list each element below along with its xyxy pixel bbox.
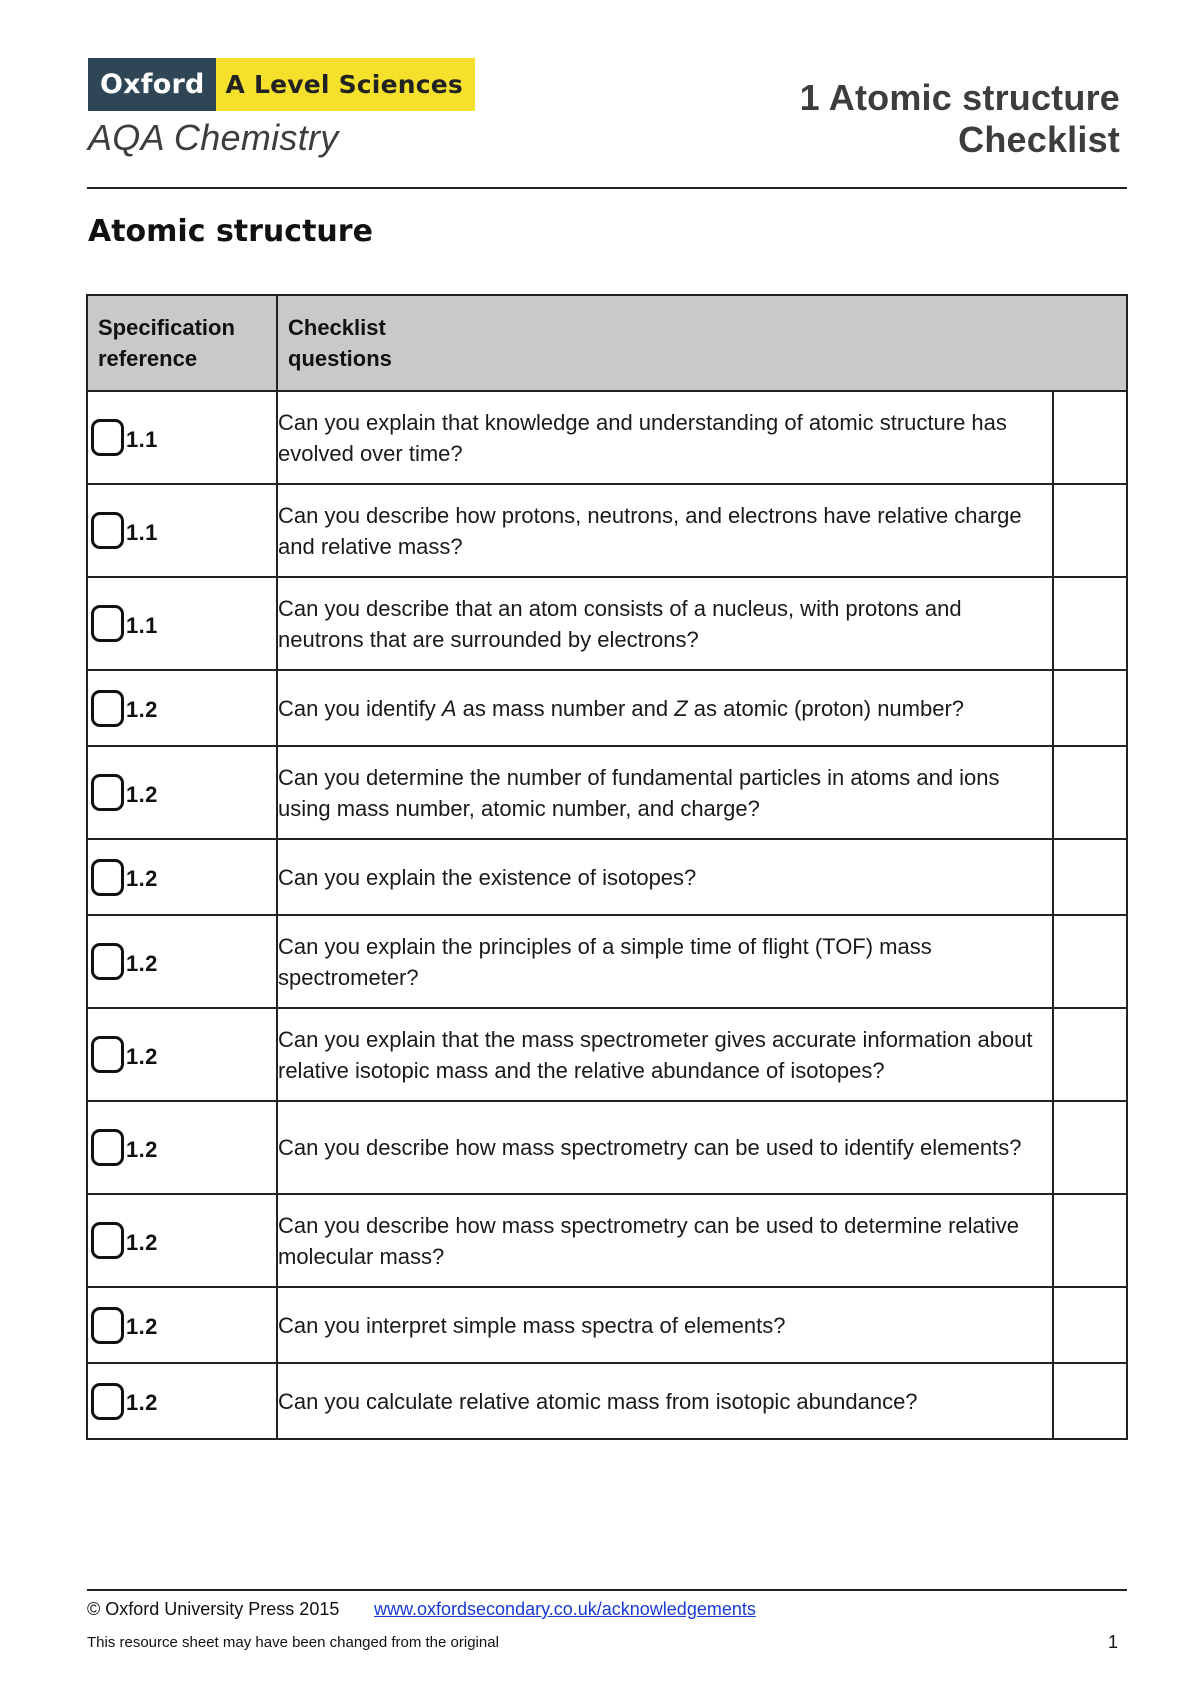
header-spec-line2: reference xyxy=(98,346,198,371)
tick-cell[interactable] xyxy=(1053,1194,1127,1287)
checkbox[interactable] xyxy=(91,943,124,980)
table-row xyxy=(87,1363,1127,1439)
table-row xyxy=(87,1101,1127,1194)
spec-reference-cell xyxy=(87,746,277,839)
checkbox[interactable] xyxy=(91,512,124,549)
spec-reference: 1.2 xyxy=(126,1043,158,1069)
checklist-question: Can you calculate relative atomic mass from isotopic abundance? xyxy=(277,1363,1053,1439)
checkbox[interactable] xyxy=(91,605,124,642)
spec-reference-cell xyxy=(87,839,277,915)
tick-cell[interactable] xyxy=(1053,577,1127,670)
page-number: 1 xyxy=(1107,1632,1118,1652)
question-text: Can you identify xyxy=(278,695,442,721)
brand-oxford: Oxford xyxy=(88,58,216,111)
checklist-question: Can you explain that the mass spectrometer gives accurate information about relative isotopic mass and the relative abundance of isotopes? xyxy=(277,1008,1053,1101)
variable-z: Z xyxy=(674,695,688,721)
header-spec-reference xyxy=(87,295,277,391)
checklist-question: Can you describe how protons, neutrons, and electrons have relative charge and relative mass? xyxy=(277,484,1053,577)
spec-reference: 1.2 xyxy=(126,1390,158,1415)
spec-reference: 1.2 xyxy=(126,950,158,976)
table-row xyxy=(87,839,1127,915)
checklist-question: Can you describe that an atom consists of a nucleus, with protons and neutrons that are surrounded by electrons? xyxy=(277,577,1053,670)
table-row xyxy=(87,915,1127,1008)
tick-cell[interactable] xyxy=(1053,839,1127,915)
header-questions-line1: Checklist xyxy=(288,315,386,340)
copyright-text: © Oxford University Press 2015 xyxy=(87,1599,340,1619)
checkbox[interactable] xyxy=(91,1036,124,1073)
spec-reference-cell xyxy=(87,1363,277,1439)
header-checklist-questions xyxy=(277,295,1127,391)
checkbox[interactable] xyxy=(91,690,124,727)
checklist-question: Can you describe how mass spectrometry can be used to determine relative molecular mass? xyxy=(277,1194,1053,1287)
table-row xyxy=(87,577,1127,670)
tick-cell[interactable] xyxy=(1053,915,1127,1008)
checkbox[interactable] xyxy=(91,859,124,896)
checkbox[interactable] xyxy=(91,1129,124,1166)
spec-reference: 1.2 xyxy=(126,1229,158,1255)
table-row xyxy=(87,670,1127,746)
question-text: as atomic (proton) number? xyxy=(687,695,965,721)
question-text: as mass number and xyxy=(456,695,675,721)
spec-reference-cell xyxy=(87,1194,277,1287)
header-spec-line1: Specification xyxy=(98,315,235,340)
spec-reference-cell xyxy=(87,1287,277,1363)
spec-reference: 1.2 xyxy=(126,866,158,891)
spec-reference: 1.1 xyxy=(126,426,158,452)
spec-reference-cell xyxy=(87,915,277,1008)
spec-reference-cell xyxy=(87,1101,277,1194)
spec-reference-cell xyxy=(87,1008,277,1101)
checkbox[interactable] xyxy=(91,1222,124,1259)
tick-cell[interactable] xyxy=(1053,1008,1127,1101)
table-row xyxy=(87,484,1127,577)
brand-a-level-sciences: A Level Sciences xyxy=(216,58,475,111)
table-row xyxy=(87,1287,1127,1363)
tick-cell[interactable] xyxy=(1053,670,1127,746)
document-title-line1: 1 Atomic structure xyxy=(799,77,1120,118)
checkbox[interactable] xyxy=(91,1383,124,1420)
spec-reference: 1.1 xyxy=(126,519,158,545)
tick-cell[interactable] xyxy=(1053,1287,1127,1363)
document-title xyxy=(800,77,1120,161)
checklist-question: Can you explain that knowledge and understanding of atomic structure has evolved over time? xyxy=(277,391,1053,484)
spec-reference: 1.2 xyxy=(126,781,158,807)
spec-reference: 1.2 xyxy=(126,1136,158,1162)
tick-cell[interactable] xyxy=(1053,1101,1127,1194)
checklist-question: Can you interpret simple mass spectra of elements? xyxy=(277,1287,1053,1363)
checkbox[interactable] xyxy=(91,774,124,811)
table-header-row xyxy=(87,295,1127,391)
tick-cell[interactable] xyxy=(1053,484,1127,577)
checklist-question: Can you explain the existence of isotopes? xyxy=(277,839,1053,915)
checklist-question xyxy=(277,670,1053,746)
checklist-question: Can you describe how mass spectrometry can be used to identify elements? xyxy=(277,1101,1053,1194)
tick-cell[interactable] xyxy=(1053,746,1127,839)
spec-reference-cell xyxy=(87,670,277,746)
variable-a: A xyxy=(441,695,457,721)
spec-reference-cell xyxy=(87,484,277,577)
table-row xyxy=(87,746,1127,839)
header-questions-line2: questions xyxy=(288,346,392,371)
checkbox[interactable] xyxy=(91,419,124,456)
spec-reference: 1.2 xyxy=(126,1314,158,1339)
checklist-question: Can you determine the number of fundamental particles in atoms and ions using mass number, atomic number, and charge? xyxy=(277,746,1053,839)
footer-note: This resource sheet may have been changed from the original xyxy=(87,1634,499,1651)
tick-cell[interactable] xyxy=(1053,1363,1127,1439)
table-row xyxy=(87,391,1127,484)
header-divider xyxy=(87,187,1127,189)
spec-reference: 1.1 xyxy=(126,612,158,638)
acknowledgements-link[interactable]: www.oxfordsecondary.co.uk/acknowledgements xyxy=(374,1599,756,1619)
table-row xyxy=(87,1008,1127,1101)
spec-reference: 1.2 xyxy=(126,697,158,722)
checklist-question: Can you explain the principles of a simple time of flight (TOF) mass spectrometer? xyxy=(277,915,1053,1008)
checklist-table xyxy=(86,294,1128,1440)
spec-reference-cell xyxy=(87,577,277,670)
subject-title: AQA Chemistry xyxy=(88,117,339,158)
checkbox[interactable] xyxy=(91,1307,124,1344)
spec-reference-cell xyxy=(87,391,277,484)
tick-cell[interactable] xyxy=(1053,391,1127,484)
footer-divider xyxy=(87,1589,1127,1591)
table-row xyxy=(87,1194,1127,1287)
document-title-line2: Checklist xyxy=(958,119,1120,160)
brand-logo xyxy=(88,58,475,111)
section-heading: Atomic structure xyxy=(88,214,373,249)
